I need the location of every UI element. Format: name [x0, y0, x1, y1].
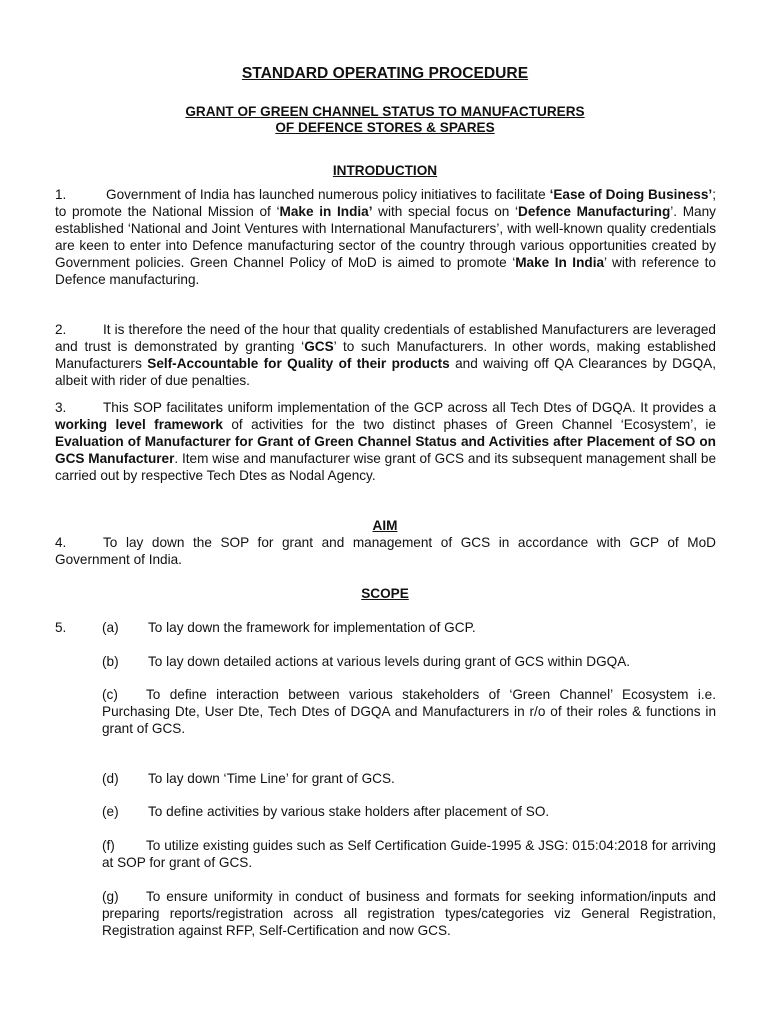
paragraph-4: 4. To lay down the SOP for grant and management of GCS in accordance with GCP of MoD Government of India.: [55, 535, 716, 567]
paragraph-number: 1.: [55, 187, 67, 202]
paragraph-number: 5.: [55, 620, 67, 635]
subtitle-line-2: OF DEFENCE STORES & SPARES: [275, 120, 495, 135]
item-text: To ensure uniformity in conduct of business and formats for seeking information/inputs and preparing reports/registration across all registration types/categories viz General Registration, Registration against RFP, Self-Certification and now GCS.: [102, 889, 716, 938]
document-title: STANDARD OPERATING PROCEDURE: [241, 65, 529, 82]
item-text: To define activities by various stake holders after placement of SO.: [148, 804, 550, 819]
paragraph-1: 1. Government of India has launched numerous policy initiatives to facilitate ‘Ease of Doing Business’; to promote the National Mission of ‘Make in India’ with special focus on ‘Defence Manufacturing’. Many established ‘National and Joint Ventures with International Manufacturers’, with well-known quality credentials are keen to enter into Defence manufacturing sector of the country through various opportunities created by Government policies. Green Channel Policy of MoD is aimed to promote ‘Make In India’ with reference to Defence manufacturing.: [55, 187, 716, 287]
scope-heading: SCOPE: [361, 586, 409, 601]
item-label: (f): [102, 838, 115, 853]
document-subtitle: [0, 104, 770, 136]
item-text: To lay down detailed actions at various levels during grant of GCS within DGQA.: [148, 654, 631, 669]
subtitle-line-1: GRANT OF GREEN CHANNEL STATUS TO MANUFACTURERS: [185, 104, 585, 119]
item-text: To lay down the framework for implementation of GCP.: [148, 620, 476, 635]
item-text: To define interaction between various stakeholders of ‘Green Channel’ Ecosystem i.e. Purchasing Dte, User Dte, Tech Dtes of DGQA and Manufacturers in r/o of their roles & functions in grant of GCS.: [102, 687, 716, 736]
item-label: (a): [102, 620, 119, 635]
item-text: To utilize existing guides such as Self Certification Guide-1995 & JSG: 015:04:2018 for arriving at SOP for grant of GCS.: [102, 838, 716, 870]
paragraph-number: 3.: [55, 400, 67, 415]
scope-item-f: [102, 837, 716, 871]
item-label: (b): [102, 654, 119, 669]
scope-item-g: [102, 888, 716, 939]
introduction-heading: INTRODUCTION: [332, 163, 438, 178]
scope-item-c: [102, 686, 716, 737]
item-label: (c): [102, 687, 118, 702]
item-label: (g): [102, 889, 119, 904]
aim-heading: AIM: [372, 518, 398, 533]
item-text: To lay down ‘Time Line’ for grant of GCS.: [148, 771, 395, 786]
item-label: (e): [102, 804, 119, 819]
paragraph-2: 2. It is therefore the need of the hour that quality credentials of established Manufacturers are leveraged and trust is demonstrated by granting ‘GCS’ to such Manufacturers. In other words, making established Manufacturers Self-Accountable for Quality of their products and waiving off QA Clearances by DGQA, albeit with rider of due penalties.: [55, 322, 716, 388]
paragraph-3: 3. This SOP facilitates uniform implementation of the GCP across all Tech Dtes of DGQA. It provides a working level framework of activities for the two distinct phases of Green Channel ‘Ecosystem’, ie Evaluation of Manufacturer for Grant of Green Channel Status and Activities after Placement of SO on GCS Manufacturer. Item wise and manufacturer wise grant of GCS and its subsequent management shall be carried out by respective Tech Dtes as Nodal Agency.: [55, 400, 717, 483]
paragraph-number: 2.: [55, 322, 67, 337]
paragraph-number: 4.: [55, 535, 67, 550]
item-label: (d): [102, 771, 119, 786]
